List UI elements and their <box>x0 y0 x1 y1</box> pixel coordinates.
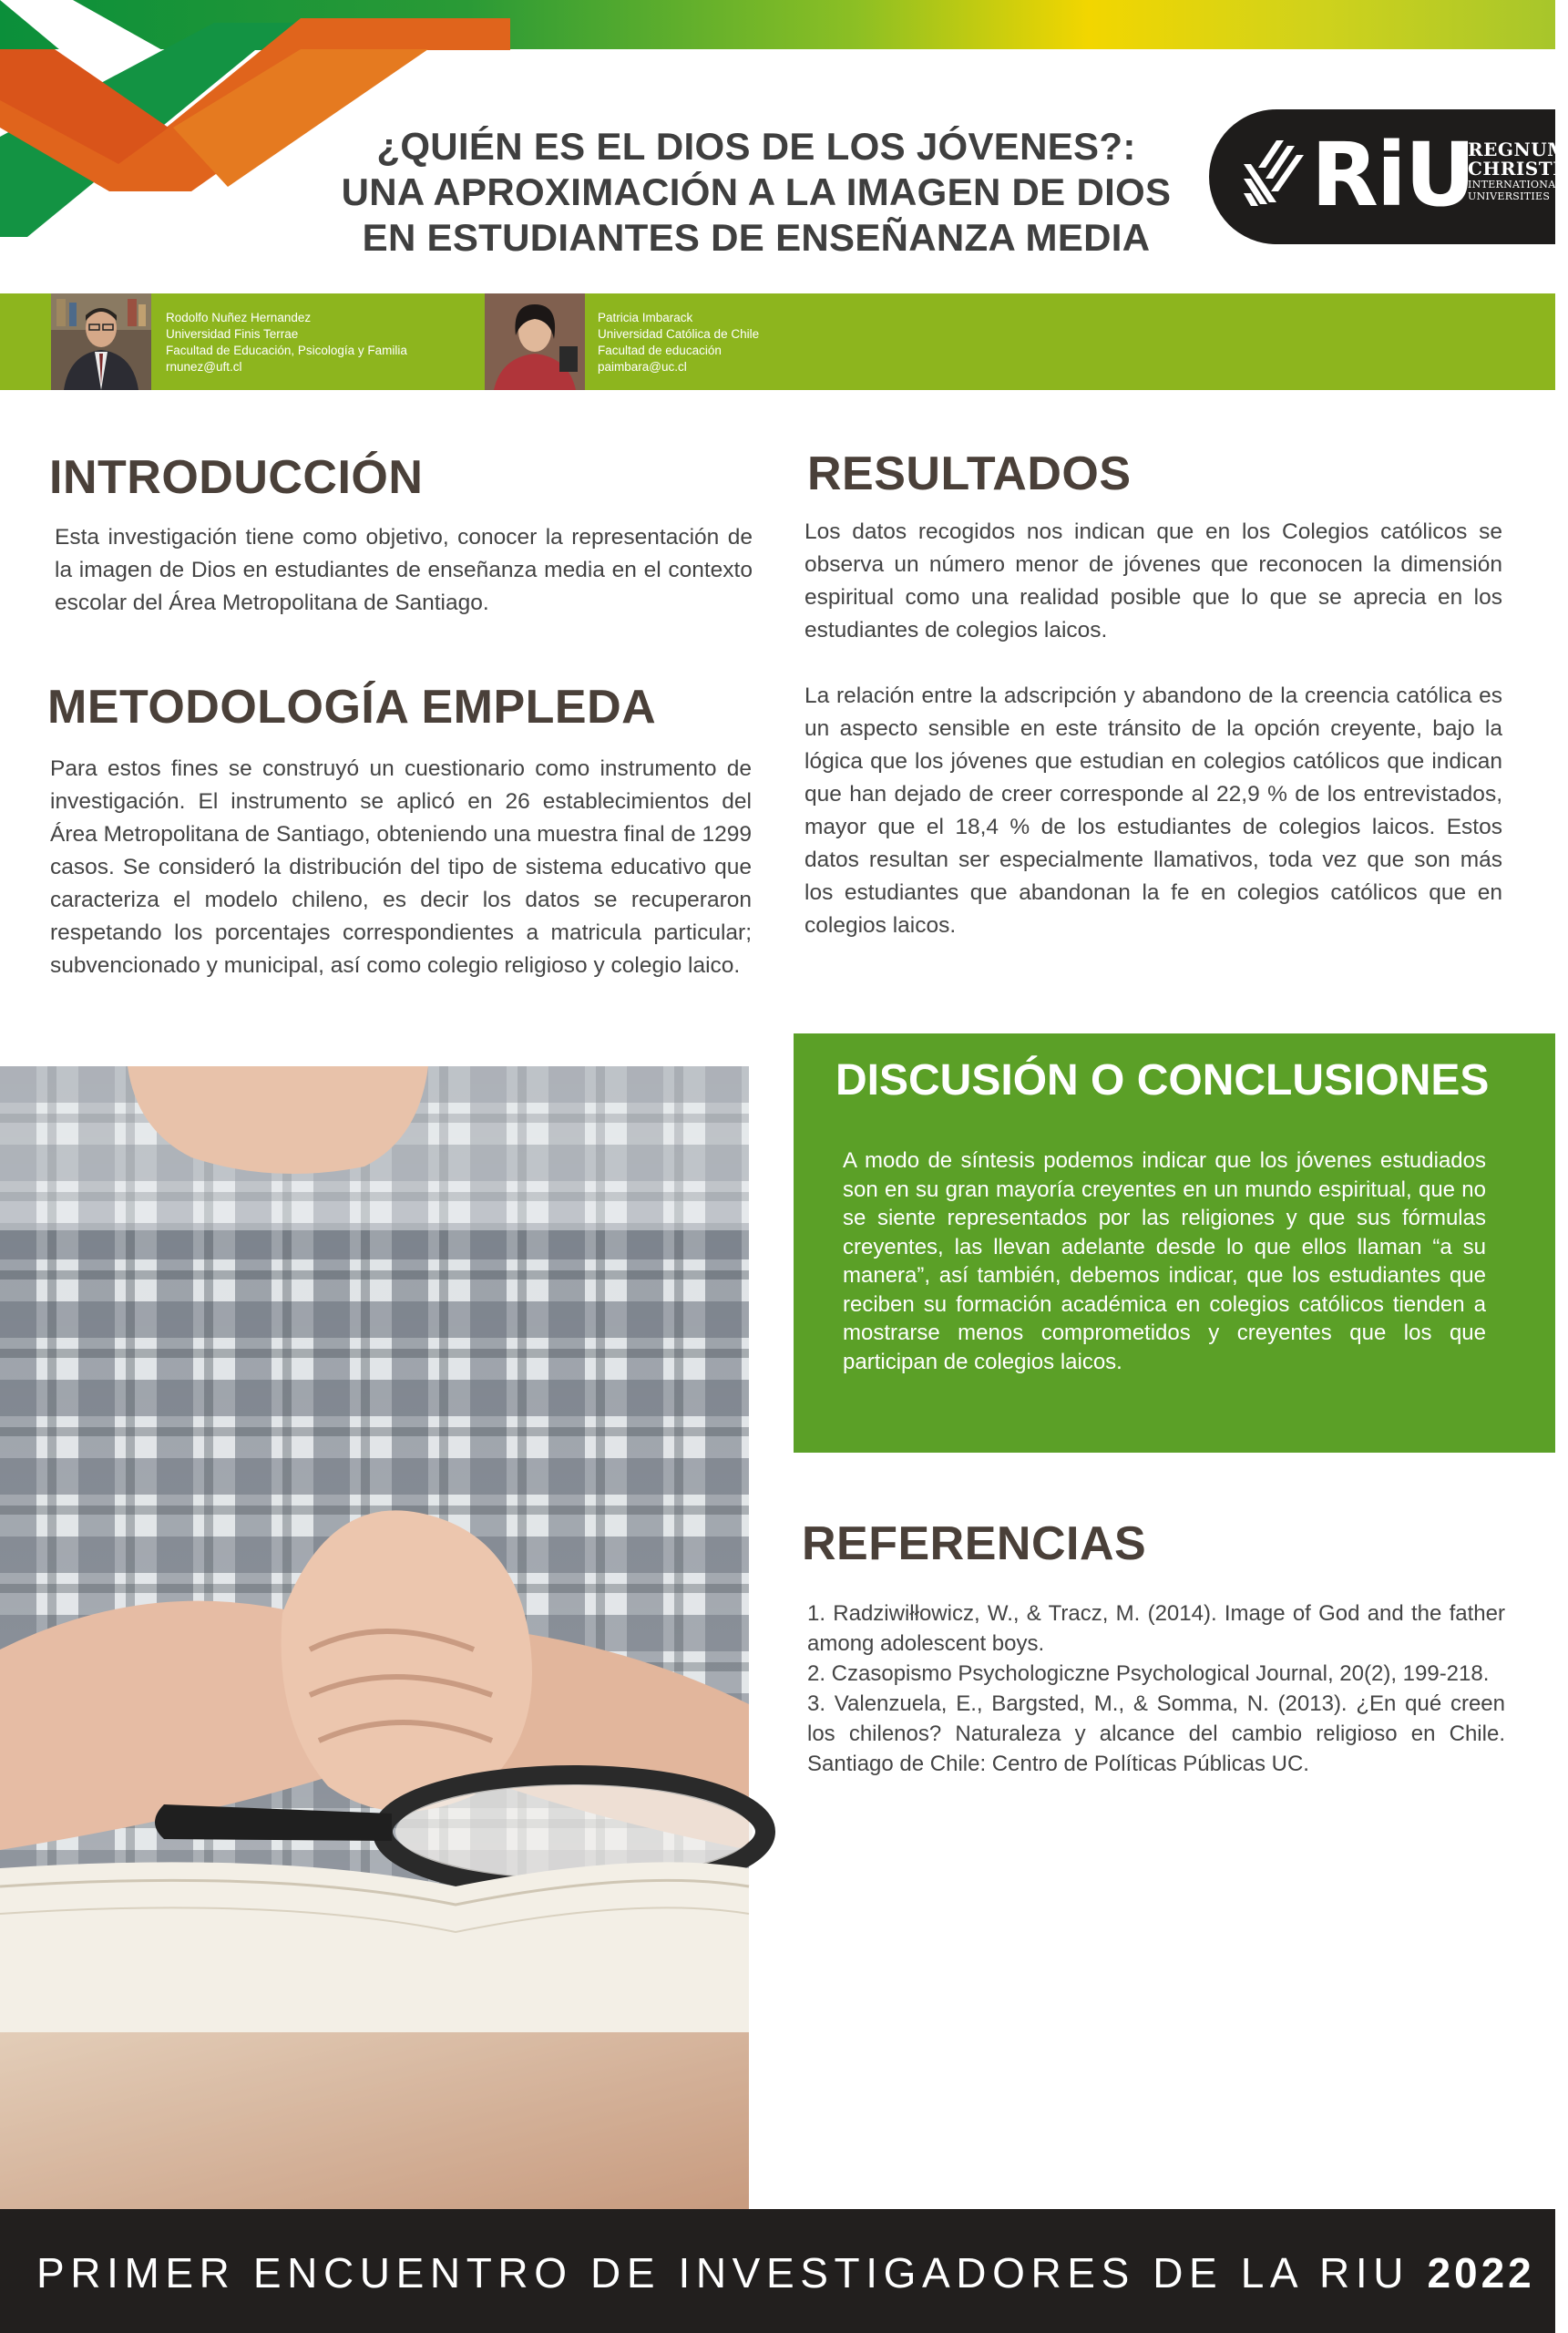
author-university: Universidad Católica de Chile <box>598 327 760 341</box>
reference-item-1: 1. Radziwiłłowicz, W., & Tracz, M. (2014). Image of God and the father among adolescent boys. <box>807 1601 1505 1656</box>
footer-caption <box>36 2249 1535 2297</box>
praying-hands-photo <box>0 1066 749 2209</box>
conclusions-heading: DISCUSIÓN O CONCLUSIONES <box>835 1056 1490 1105</box>
author-photo-2 <box>485 293 585 390</box>
references-list <box>807 1598 1505 1779</box>
author-info-1 <box>166 310 494 375</box>
riu-wordmark: RiU <box>1311 124 1474 226</box>
riu-line-1: REGNUM <box>1468 139 1568 160</box>
title-line-2: UNA APROXIMACIÓN A LA IMAGEN DE DIOS <box>341 170 1172 213</box>
footer-event-name: PRIMER ENCUENTRO DE INVESTIGADORES DE LA RIU <box>36 2249 1410 2297</box>
intro-text: Esta investigación tiene como objetivo, conocer la representación de la imagen de Dios en estudiantes de enseñanza media en el contexto escolar del Área Metropolitana de Santiago. <box>55 525 753 615</box>
author-faculty: Facultad de Educación, Psicología y Familia <box>166 344 407 357</box>
riu-subtitle <box>1468 140 1568 202</box>
references-heading: REFERENCIAS <box>802 1517 1147 1570</box>
conclusions-box <box>794 1033 1555 1453</box>
footer-year: 2022 <box>1427 2249 1535 2297</box>
poster-footer <box>0 2209 1555 2333</box>
title-line-3: EN ESTUDIANTES DE ENSEÑANZA MEDIA <box>362 216 1151 259</box>
author-university: Universidad Finis Terrae <box>166 327 299 341</box>
riu-line-3: INTERNATIONAL <box>1468 179 1563 190</box>
author-email: paimbara@uc.cl <box>598 360 687 374</box>
reference-item-2: 2. Czasopismo Psychologiczne Psychological Journal, 20(2), 199-218. <box>807 1661 1490 1686</box>
poster-title <box>301 124 1212 261</box>
riu-emblem-icon <box>1240 137 1313 217</box>
poster-header <box>0 0 1568 293</box>
author-name: Rodolfo Nuñez Hernandez <box>166 311 312 324</box>
riu-line-2: CHRISTI <box>1468 158 1562 180</box>
results-paragraph-1: Los datos recogidos nos indican que en los Colegios católicos se observa un número menor de jóvenes que reconocen la dimensión espiritual como una realidad posible que lo que se aprecia en los estudiantes de colegios laicos. <box>804 519 1502 642</box>
author-name: Patricia Imbarack <box>598 311 693 324</box>
results-paragraph-2: La relación entre la adscripción y abandono de la creencia católica es un aspecto sensible en este tránsito de la opción creyente, bajo la lógica que los jóvenes que estudian en colegios católicos que indican que han dejado de creer corresponde al 22,9 % de los entrevistados, mayor que el 18,4 % de los estudiantes de colegios laicos. Estos datos resultan ser especialmente llamativos, toda vez que son más los estudiantes que abandonan la fe en colegios católicos que en colegios laicos. <box>804 683 1502 938</box>
riu-logo <box>1209 109 1568 244</box>
author-photo-1 <box>51 293 151 390</box>
authors-band <box>0 293 1555 390</box>
conclusions-text: A modo de síntesis podemos indicar que los jóvenes estudiados son en su gran mayoría creyentes en un mundo espiritual, que no se siente representados por las religiones y que sus fórmulas creyentes, las llevan adelante desde lo que ellos llaman “a su manera”, así también, debemos indicar, que los estudiantes que reciben su formación académica en colegios católicos tienden a mostrarse menos comprometidos y creyentes que los que participan de colegios laicos. <box>843 1148 1486 1374</box>
method-heading: METODOLOGÍA EMPLEDA <box>47 681 657 734</box>
intro-heading: INTRODUCCIÓN <box>49 451 424 504</box>
author-email: rnunez@uft.cl <box>166 360 242 374</box>
results-heading: RESULTADOS <box>807 447 1132 500</box>
reference-item-3: 3. Valenzuela, E., Bargsted, M., & Somma, N. (2013). ¿En qué creen los chilenos? Naturaleza y alcance del cambio religioso en Chile. Santiago de Chile: Centro de Políticas Públicas UC. <box>807 1691 1505 1776</box>
author-faculty: Facultad de educación <box>598 344 722 357</box>
method-text: Para estos fines se construyó un cuestionario como instrumento de investigación. El instrumento se aplicó en 26 establecimientos del Área Metropolitana de Santiago, obteniendo una muestra final de 1299 casos. Se consideró la distribución del tipo de sistema educativo que caracteriza el modelo chileno, es decir los datos se recuperaron respetando los porcentajes correspondientes a matricula particular; subvencionado y municipal, así como colegio religioso y colegio laico. <box>50 756 752 978</box>
author-info-2 <box>598 310 926 375</box>
riu-line-4: UNIVERSITIES <box>1468 190 1551 202</box>
title-line-1: ¿QUIÉN ES EL DIOS DE LOS JÓVENES?: <box>376 125 1136 168</box>
